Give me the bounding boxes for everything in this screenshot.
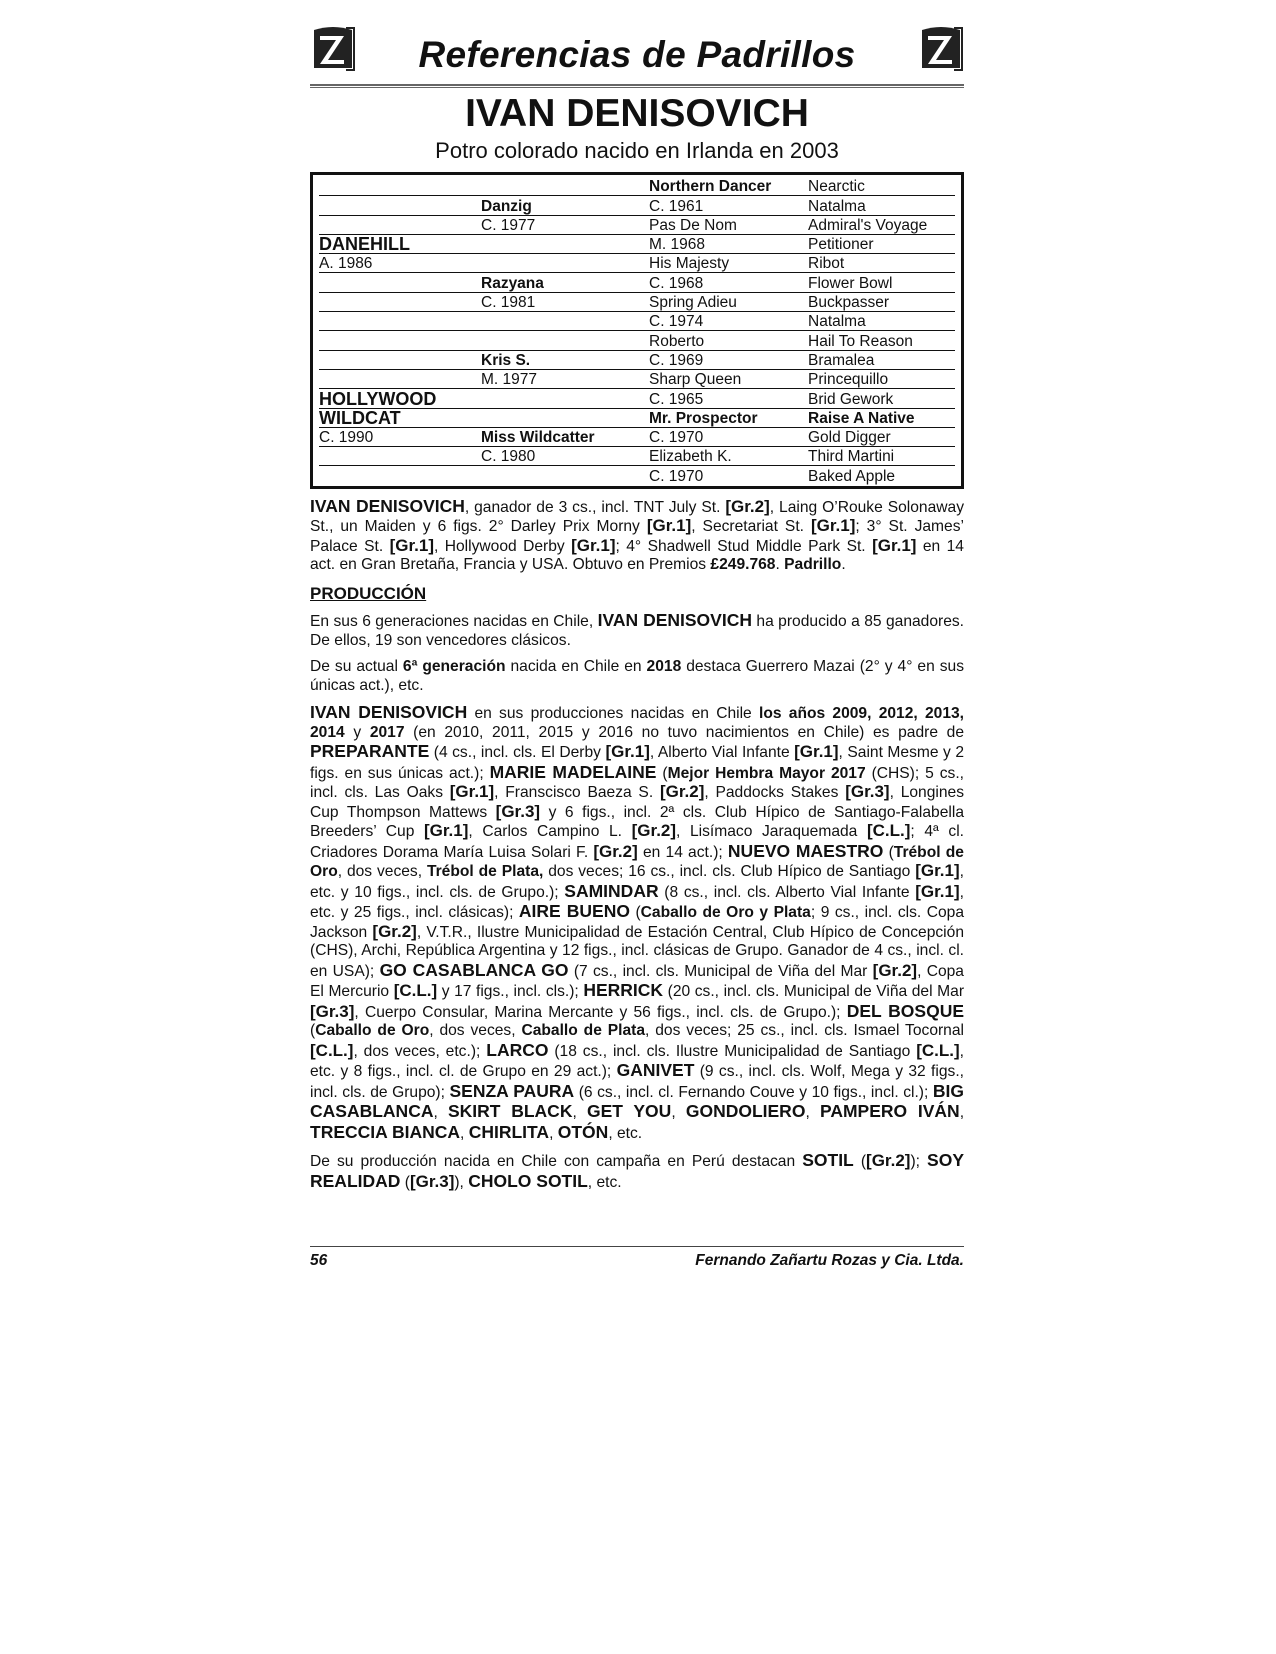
career-paragraph: IVAN DENISOVICH, ganador de 3 cs., incl. TNT July St. [Gr.2], Laing O’Rouke Solonaway St., un Maiden y 6 figs. 2° Darley Prix Morny [Gr.1], Secretariat St. [Gr.1]; 3° St. James’ Palace St. [Gr.1], Hollywood Derby [Gr.1]; 4° Shadwell Stud Middle Park St. [Gr.1] en 14 act. en Gran Bretaña, Francia y USA. Obtuvo en Premios £249.768. Padrillo. (310, 495, 964, 574)
pedigree-cell: Gold Digger (808, 429, 891, 447)
pedigree-cell: C. 1965 (649, 390, 704, 408)
horse-name-inline: IVAN DENISOVICH (310, 495, 465, 516)
pedigree-cell: Roberto (649, 332, 705, 350)
pedigree-row (319, 409, 955, 428)
pedigree-row (319, 351, 955, 370)
header (310, 20, 964, 80)
pedigree-row (319, 389, 955, 408)
pedigree-cell: Natalma (808, 313, 866, 331)
pedigree-cell: Ribot (808, 255, 845, 273)
page-number: 56 (310, 1252, 328, 1269)
pedigree-cell: Baked Apple (808, 467, 896, 485)
pedigree-cell: Razyana (481, 274, 544, 292)
pedigree-cell: M. 1968 (649, 236, 706, 254)
pedigree-cell: Admiral's Voyage (808, 216, 928, 234)
pedigree-cell: Natalma (808, 197, 866, 215)
pedigree-cell: Buckpasser (808, 294, 889, 312)
section-heading-produccion: PRODUCCIÓN (310, 583, 427, 603)
pedigree-cell: DANEHILL (319, 236, 410, 254)
body-text (310, 497, 964, 1193)
pedigree-cell: Princequillo (808, 371, 889, 389)
pedigree-cell: Third Martini (808, 448, 895, 466)
pedigree-cell: Danzig (481, 197, 532, 215)
pedigree-cell: Hail To Reason (808, 332, 913, 350)
pedigree-cell: C. 1977 (481, 216, 536, 234)
horse-name: IVAN DENISOVICH (465, 92, 809, 135)
pedigree-cell: Flower Bowl (808, 274, 893, 292)
production-paragraph-1: En sus 6 generaciones nacidas en Chile, IVAN DENISOVICH ha producido a 85 ganadores. De ellos, 19 son vencedores clásicos. (310, 610, 965, 649)
pedigree-row (319, 447, 955, 466)
production-paragraph-peru: De su producción nacida en Chile con campaña en Perú destacan SOTIL ([Gr.2]); SOY REALIDAD ([Gr.3]), CHOLO SOTIL, etc. (310, 1150, 965, 1191)
pedigree-row (319, 428, 955, 447)
pedigree-row (319, 370, 955, 389)
pedigree-cell: Brid Gework (808, 390, 894, 408)
pedigree-cell: C. 1980 (481, 448, 536, 466)
pedigree-cell: His Majesty (649, 255, 730, 273)
pedigree-cell: Elizabeth K. (649, 448, 732, 466)
production-paragraph-2: De su actual 6ª generación nacida en Chile en 2018 destaca Guerrero Mazai (2° y 4° en sus únicas act.), etc. (310, 658, 965, 694)
pedigree-cell: Kris S. (481, 351, 531, 369)
pedigree-row (319, 196, 955, 215)
pedigree-cell: C. 1970 (649, 429, 704, 447)
horse-subtitle: Potro colorado nacido en Irlanda en 2003 (435, 138, 839, 163)
pedigree-cell: A. 1986 (319, 255, 373, 273)
pedigree-row (319, 466, 955, 484)
pedigree-cell: C. 1969 (649, 351, 704, 369)
pedigree-row (319, 273, 955, 292)
pedigree-row (319, 293, 955, 312)
production-paragraph-3: IVAN DENISOVICH en sus producciones nacidas en Chile los años 2009, 2012, 2013, 2014 y 2017 (en 2010, 2011, 2015 y 2016 no tuvo nacimientos en Chile) es padre de PREPARANTE (4 cs., incl. cls. El Derby [Gr.1], Alberto Vial Infante [Gr.1], Saint Mesme y 2 figs. en sus únicas act.); MARIE MADELAINE (Mejor Hembra Mayor 2017 (CHS); 5 cs., incl. cls. Las Oaks [Gr.1], Franscisco Baeza S. [Gr.2], Paddocks Stakes [Gr.3], Longines Cup Thompson Mattews [Gr.3] y 6 figs., incl. 2ª cls. Club Hípico de Santiago-Falabella Breeders’ Cup [Gr.1], Carlos Campino L. [Gr.2], Lisímaco Jaraquemada [C.L.]; 4ª cl. Criadores Dorama María Luisa Solari F. [Gr.2] en 14 act.); NUEVO MAESTRO (Trébol de Oro, dos veces, Trébol de Plata, dos veces; 16 cs., incl. cls. Club Hípico de Santiago [Gr.1], etc. y 10 figs., incl. cls. de Grupo.); SAMINDAR (8 cs., incl. cls. Alberto Vial Infante [Gr.1], etc. y 25 figs., incl. clásicas); AIRE BUENO (Caballo de Oro y Plata; 9 cs., incl. cls. Copa Jackson [Gr.2], V.T.R., Ilustre Municipalidad de Estación Central, Club Hípico de Concepción (CHS), Archi, República Argentina y 12 figs., incl. clásicas de Grupo. Ganador de 4 cs., incl. cl. en USA); GO CASABLANCA GO (7 cs., incl. cls. Municipal de Viña del Mar [Gr.2], Copa El Mercurio [C.L.] y 17 figs., incl. cls.); HERRICK (20 cs., incl. cls. Municipal de Viña del Mar [Gr.3], Cuerpo Consular, Marina Mercante y 56 figs., incl. cls. de Grupo.); DEL BOSQUE (Caballo de Oro, dos veces, Caballo de Plata, dos veces; 25 cs., incl. cls. Ismael Tocornal [C.L.], dos veces, etc.); LARCO (18 cs., incl. cls. Ilustre Municipalidad de Santiago [C.L.], etc. y 8 figs., incl. cl. de Grupo en 29 act.); GANIVET (9 cs., incl. cls. Wolf, Mega y 32 figs., incl. cls. de Grupo); SENZA PAURA (6 cs., incl. cl. Fernando Couve y 10 figs., incl. cl.); BIG CASABLANCA, SKIRT BLACK, GET YOU, GONDOLIERO, PAMPERO IVÁN, TRECCIA BIANCA, CHIRLITA, OTÓN, etc. (310, 702, 965, 1142)
header-title: Referencias de Padrillos (418, 34, 856, 75)
pedigree-row (319, 312, 955, 331)
pedigree-row (319, 254, 955, 273)
pedigree-cell: Sharp Queen (649, 371, 742, 389)
pedigree-cell: Miss Wildcatter (481, 429, 595, 447)
company-name: Fernando Zañartu Rozas y Cia. Ltda. (695, 1252, 964, 1269)
pedigree-cell: Raise A Native (808, 409, 915, 427)
pedigree-cell: Mr. Prospector (649, 409, 758, 427)
pedigree-cell: Petitioner (808, 236, 874, 254)
pedigree-cell: Pas De Nom (649, 216, 737, 234)
pedigree-cell: C. 1981 (481, 294, 536, 312)
header-rule (310, 84, 964, 88)
pedigree-cell: C. 1990 (319, 429, 374, 447)
pedigree-cell: C. 1961 (649, 197, 704, 215)
pedigree-cell: C. 1974 (649, 313, 704, 331)
pedigree-table (310, 172, 964, 489)
pedigree-row (319, 216, 955, 235)
pedigree-cell: Bramalea (808, 351, 875, 369)
stylized-z-emblem-icon (918, 24, 964, 72)
pedigree-cell: Spring Adieu (649, 294, 737, 312)
pedigree-cell: C. 1968 (649, 274, 704, 292)
pedigree-row (319, 235, 955, 254)
pedigree-cell: Nearctic (808, 178, 865, 196)
pedigree-cell: WILDCAT (319, 409, 401, 427)
pedigree-row (319, 331, 955, 350)
pedigree-row (319, 177, 955, 196)
pedigree-cell: HOLLYWOOD (319, 390, 437, 408)
footer-rule (310, 1246, 964, 1247)
pedigree-cell: C. 1970 (649, 467, 704, 485)
pedigree-cell: Northern Dancer (649, 178, 772, 196)
pedigree-cell: M. 1977 (481, 371, 538, 389)
page (310, 20, 964, 1200)
